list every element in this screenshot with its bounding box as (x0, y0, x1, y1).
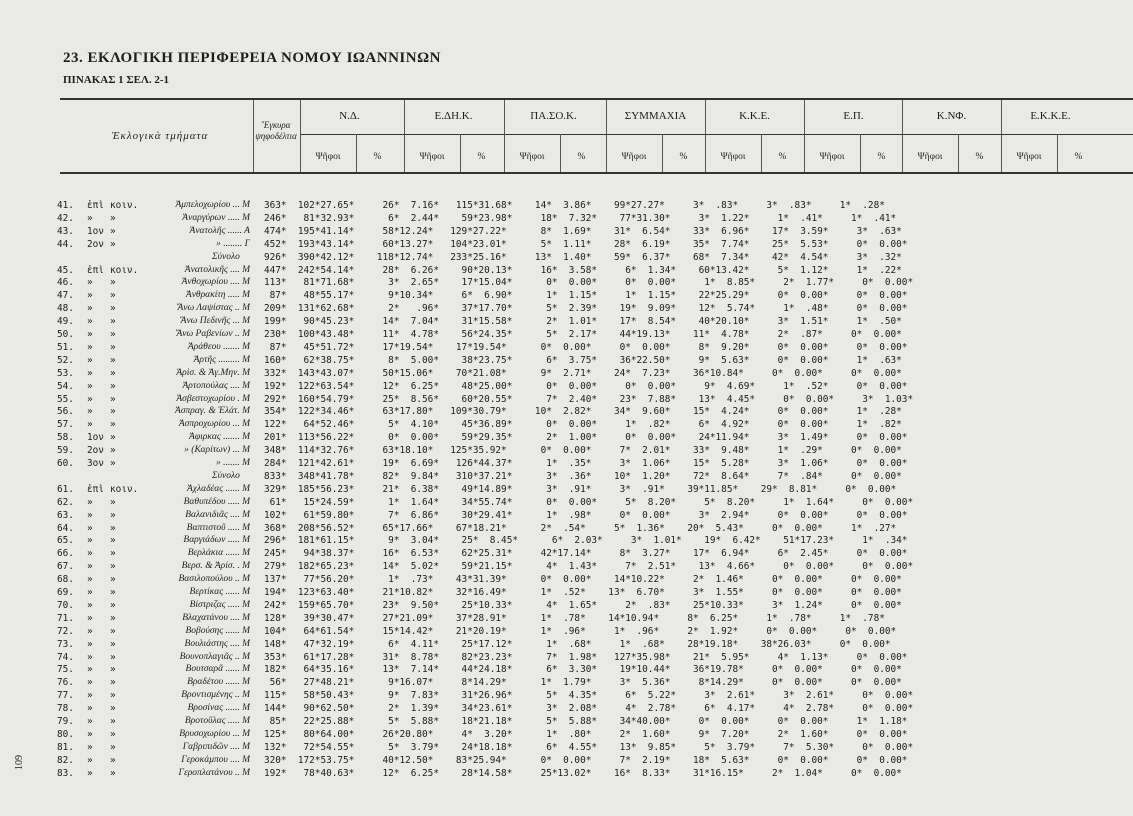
row-kind: » (110, 458, 116, 469)
section-name: Βουλιάστης .... Μ (184, 638, 250, 649)
row-type: » (87, 341, 93, 353)
row-type: » (87, 406, 93, 418)
table-row (0, 303, 1133, 314)
table-row (0, 690, 1133, 701)
table-row (0, 716, 1133, 727)
row-type: » (87, 754, 93, 766)
row-kind: » (110, 664, 116, 676)
section-name: Βραδέτου ...... Μ (187, 677, 250, 688)
row-values: 194* 123*63.40* 21*10.82* 32*16.49* 1* .52* 13* 6.70* 3* 1.55* 0* 0.00* 0* 0.00* (264, 587, 902, 598)
table-row (0, 768, 1133, 779)
section-name: Ἄνω Λαψίστας .. Μ (177, 303, 250, 314)
total-row (0, 252, 1133, 263)
row-kind: κοιν. (110, 264, 139, 276)
pct-subheader: % (373, 152, 382, 162)
row-kind: » (110, 354, 116, 366)
row-kind: » (110, 509, 116, 521)
row-kind: » (110, 290, 116, 302)
section-name: Βερσ. & Ἀρίσ. . Μ (181, 561, 250, 572)
row-type: » (87, 496, 93, 508)
table-row (0, 355, 1133, 366)
section-name: Ἀναργύρων ..... Μ (182, 212, 250, 223)
row-type: » (87, 728, 93, 740)
row-values: 144* 90*62.50* 2* 1.39* 34*23.61* 3* 2.08* 4* 2.78* 6* 4.17* 4* 2.78* 0* 0.00* (264, 703, 914, 715)
row-values: 292* 160*54.79* 25* 8.56* 60*20.55* 7* 2.40* 23* 7.88* 13* 4.45* 0* 0.00* 3* 1.03* (264, 393, 914, 405)
row-number: 58. (57, 432, 74, 444)
row-values: 354* 122*34.46* 63*17.80* 109*30.79* 10* 2.82* 34* 9.60* 15* 4.24* 0* 0.00* 1* .28* (264, 406, 902, 418)
row-number: 70. (57, 599, 74, 611)
row-values: 447* 242*54.14* 28* 6.26* 90*20.13* 16* 3.58* 6* 1.34* 60*13.42* 5* 1.12* 1* .22* (264, 264, 902, 276)
table-row (0, 639, 1133, 650)
row-values: 833* 348*41.78* 82* 9.84* 310*37.21* 3* .36* 10* 1.20* 72* 8.64* 7* .84* 0* 0.00* (264, 470, 902, 482)
row-type: » (87, 522, 93, 534)
row-kind: » (110, 548, 116, 560)
table-row (0, 316, 1133, 327)
table-row (0, 432, 1133, 443)
section-name: Ἀνθρακίτη ..... Μ (185, 290, 250, 301)
pct-subheader: % (778, 152, 787, 162)
row-values: 192* 122*63.54* 12* 6.25* 48*25.00* 0* 0.00* 0* 0.00* 9* 4.69* 1* .52* 0* 0.00* (264, 380, 908, 392)
row-values: 284* 121*42.61* 19* 6.69* 126*44.37* 1* .35* 3* 1.06* 15* 5.28* 3* 1.06* 0* 0.00* (264, 458, 908, 469)
section-name: Ἀρτοπούλας .... Μ (182, 380, 250, 391)
section-name: Ἀχλαδέας ...... Μ (187, 483, 250, 494)
header-top-rule (60, 98, 1133, 100)
section-name: Γεροπλατάνου .. Μ (178, 767, 250, 778)
row-type: ἐπὶ (87, 264, 104, 276)
row-values: 102* 61*59.80* 7* 6.86* 30*29.41* 1* .98* 0* 0.00* 3* 2.94* 0* 0.00* 0* 0.00* (264, 509, 908, 521)
table-row (0, 226, 1133, 237)
row-values: 296* 181*61.15* 9* 3.04* 25* 8.45* 6* 2.03* 3* 1.01* 19* 6.42* 51*17.23* 1* .34* (264, 535, 908, 547)
row-values: 926* 390*42.12* 118*12.74* 233*25.16* 13* 1.40* 59* 6.37* 68* 7.34* 42* 4.54* 3* .32* (264, 251, 902, 263)
row-type: 3ον (87, 458, 104, 469)
row-number: 46. (57, 277, 74, 289)
section-name: Ἀράθεου ....... Μ (187, 341, 250, 352)
row-number: 53. (57, 367, 74, 379)
votes-subheader: Ψῆφοι (720, 152, 746, 162)
row-kind: » (110, 767, 116, 779)
row-type: ἐπὶ (87, 200, 104, 211)
row-type: » (87, 290, 93, 302)
row-kind: » (110, 445, 116, 457)
section-name: » ....... Μ (215, 458, 250, 468)
row-values: 199* 90*45.23* 14* 7.04* 31*15.58* 2* 1.01* 17* 8.54* 40*20.10* 3* 1.51* 1* .50* (264, 316, 902, 328)
table-row (0, 548, 1133, 559)
section-name: Ἀμπελοχωρίου ... Μ (175, 200, 250, 210)
row-number: 81. (57, 741, 74, 753)
row-number: 42. (57, 212, 74, 224)
row-number: 79. (57, 716, 74, 727)
pct-subheader: % (1074, 152, 1083, 162)
section-name: Ἄνω Ραβενίων .. Μ (176, 329, 250, 339)
section-name: Ἄνω Πεδινῆς ... Μ (180, 316, 250, 327)
row-kind: » (110, 393, 116, 405)
row-kind: » (110, 212, 116, 224)
votes-subheader: Ψῆφοι (621, 152, 647, 162)
table-row (0, 394, 1133, 405)
row-type: » (87, 690, 93, 702)
row-values: 192* 78*40.63* 12* 6.25* 28*14.58* 25*13.02* 16* 8.33* 31*16.15* 2* 1.04* 0* 0.00* (264, 767, 902, 779)
row-number: 49. (57, 316, 74, 328)
row-type: » (87, 703, 93, 715)
party-header: Κ.ΝΦ. (936, 110, 967, 122)
header-bottom-rule (60, 172, 1133, 174)
row-values: 113* 81*71.68* 3* 2.65* 17*15.04* 0* 0.00* 0* 0.00* 1* 8.85* 2* 1.77* 0* 0.00* (264, 277, 914, 289)
row-kind: κοιν. (110, 200, 139, 211)
row-number: 77. (57, 690, 74, 702)
row-number: 75. (57, 664, 74, 676)
table-row (0, 368, 1133, 379)
section-name: Βλαχατάνου .... Μ (182, 612, 250, 623)
party-header: Κ.Κ.Ε. (739, 110, 770, 122)
row-values: 56* 27*48.21* 9*16.07* 8*14.29* 1* 1.79* 3* 5.36* 8*14.29* 0* 0.00* 0* 0.00* (264, 677, 902, 689)
section-name: Γαβριπιδῶν .... Μ (182, 741, 250, 752)
section-name: Ἀρὶσ. & Ἀγ.Μην. Μ (176, 367, 250, 378)
row-type: » (87, 212, 93, 224)
row-number: 64. (57, 522, 74, 534)
row-number: 50. (57, 329, 74, 340)
section-name: Ἀνθοχωρίου .... Μ (181, 277, 250, 288)
row-number: 44. (57, 238, 74, 250)
row-number: 47. (57, 290, 74, 302)
row-values: 353* 61*17.28* 31* 8.78* 82*23.23* 7* 1.98* 127*35.98* 21* 5.95* 4* 1.13* 0* 0.00* (264, 651, 908, 663)
section-name: Βίστριζας ..... Μ (189, 599, 250, 610)
row-kind: » (110, 419, 116, 431)
row-type: » (87, 329, 93, 340)
section-name: Ἀσπροχωρίου ... Μ (178, 419, 250, 430)
table-row (0, 755, 1133, 766)
row-kind: » (110, 225, 116, 237)
row-kind: » (110, 303, 116, 315)
row-kind: » (110, 238, 116, 250)
section-name: Βαργιάδων ..... Μ (183, 535, 250, 546)
row-values: 363* 102*27.65* 26* 7.16* 115*31.68* 14* 3.86* 99*27.27* 3* .83* 3* .83* 1* .28* (264, 200, 885, 211)
table-row (0, 574, 1133, 585)
row-values: 245* 94*38.37* 16* 6.53* 62*25.31* 42*17.14* 8* 3.27* 17* 6.94* 6* 2.45* 0* 0.00* (264, 548, 908, 560)
party-header: ΣΥΜΜΑΧΙΑ (624, 110, 687, 122)
pct-subheader: % (679, 152, 688, 162)
table-row (0, 729, 1133, 740)
row-values: 348* 114*32.76* 63*18.10* 125*35.92* 0* 0.00* 7* 2.01* 33* 9.48* 1* .29* 0* 0.00* (264, 445, 902, 457)
section-name: Βαθυπέδου ..... Μ (183, 496, 250, 507)
row-values: 332* 143*43.07* 50*15.06* 70*21.08* 9* 2.71* 24* 7.23* 36*10.84* 0* 0.00* 0* 0.00* (264, 367, 902, 379)
row-number: 71. (57, 612, 74, 624)
section-name: Βροντισμένης .. Μ (181, 690, 250, 701)
row-kind: » (110, 754, 116, 766)
row-values: 160* 62*38.75* 8* 5.00* 38*23.75* 6* 3.75* 36*22.50* 9* 5.63* 0* 0.00* 1* .63* (264, 354, 902, 366)
row-kind: » (110, 625, 116, 637)
party-header-rule (300, 134, 1133, 135)
row-kind: » (110, 612, 116, 624)
row-number: 43. (57, 225, 74, 237)
row-type: » (87, 303, 93, 315)
row-kind: » (110, 329, 116, 340)
row-number: 68. (57, 574, 74, 586)
row-kind: » (110, 587, 116, 598)
row-values: 209* 131*62.68* 2* .96* 37*17.70* 5* 2.39* 19* 9.09* 12* 5.74* 1* .48* 0* 0.00* (264, 303, 908, 315)
table-row (0, 523, 1133, 534)
row-type: » (87, 548, 93, 560)
row-values: 368* 208*56.52* 65*17.66* 67*18.21* 2* .54* 5* 1.36* 20* 5.43* 0* 0.00* 1* .27* (264, 522, 897, 534)
table-row (0, 445, 1133, 456)
row-kind: » (110, 599, 116, 611)
row-kind: κοιν. (110, 483, 139, 495)
table-row (0, 535, 1133, 546)
section-name: Βαπτιστοῦ ..... Μ (186, 522, 250, 533)
section-name: Βροτοῦλας ..... Μ (184, 716, 250, 726)
row-kind: » (110, 367, 116, 379)
row-type: 2ον (87, 238, 104, 250)
table-row (0, 406, 1133, 417)
party-header: ΠΑ.ΣΟ.Κ. (530, 110, 577, 122)
section-name: Βασιλοπούλου .. Μ (178, 574, 250, 585)
section-name: » ........ Γ (216, 238, 250, 249)
section-name: Ἀσβεστοχωρίου . Μ (176, 393, 250, 404)
party-header: Ν.Δ. (339, 110, 360, 122)
row-type: » (87, 277, 93, 289)
header-sections: Ἐκλογικὰ τμήματα (111, 130, 209, 142)
table-row (0, 497, 1133, 508)
table-row (0, 664, 1133, 675)
row-kind: » (110, 703, 116, 715)
table-row (0, 561, 1133, 572)
row-number: 78. (57, 703, 74, 715)
row-number: 48. (57, 303, 74, 315)
votes-subheader: Ψῆφοι (315, 152, 341, 162)
row-type: » (87, 380, 93, 392)
row-values: 87* 45*51.72* 17*19.54* 17*19.54* 0* 0.00* 0* 0.00* 8* 9.20* 0* 0.00* 0* 0.00* (264, 341, 908, 353)
row-type: 1ον (87, 432, 104, 444)
row-type: » (87, 651, 93, 663)
row-kind: » (110, 316, 116, 328)
row-type: » (87, 638, 93, 650)
page-title: 23. ΕΚΛΟΓΙΚΗ ΠΕΡΙΦΕΡΕΙΑ ΝΟΜΟΥ ΙΩΑΝΝΙΝΩΝ (63, 50, 441, 66)
row-kind: » (110, 522, 116, 534)
table-row (0, 613, 1133, 624)
row-number: 56. (57, 406, 74, 418)
row-type: » (87, 741, 93, 753)
row-values: 87* 48*55.17* 9*10.34* 6* 6.90* 1* 1.15* 1* 1.15* 22*25.29* 0* 0.00* 0* 0.00* (264, 290, 908, 302)
row-values: 122* 64*52.46* 5* 4.10* 45*36.89* 0* 0.00* 1* .82* 6* 4.92* 0* 0.00* 1* .82* (264, 419, 902, 431)
row-kind: » (110, 561, 116, 573)
row-type: » (87, 316, 93, 328)
section-name: Βουνοπλαγιᾶς .. Μ (179, 651, 250, 662)
row-type: » (87, 561, 93, 573)
pct-subheader: % (877, 152, 886, 162)
row-kind: » (110, 380, 116, 392)
row-kind: » (110, 574, 116, 586)
row-number: 52. (57, 354, 74, 366)
row-type: ἐπὶ (87, 483, 104, 495)
row-number: 59. (57, 445, 74, 457)
row-values: 61* 15*24.59* 1* 1.64* 34*55.74* 0* 0.00* 5* 8.20* 5* 8.20* 1* 1.64* 0* 0.00* (264, 496, 914, 508)
table-row (0, 381, 1133, 392)
row-number: 66. (57, 548, 74, 560)
row-kind: » (110, 716, 116, 727)
row-number: 54. (57, 380, 74, 392)
row-number: 74. (57, 651, 74, 663)
section-name: Βερτίκας ...... Μ (189, 587, 250, 597)
table-row (0, 458, 1133, 469)
section-name: Βροσίνας ...... Μ (187, 703, 250, 714)
row-kind: » (110, 406, 116, 418)
row-values: 320* 172*53.75* 40*12.50* 83*25.94* 0* 0.00* 7* 2.19* 18* 5.63* 0* 0.00* 0* 0.00* (264, 754, 908, 766)
row-kind: » (110, 690, 116, 702)
row-number: 55. (57, 393, 74, 405)
row-kind: » (110, 432, 116, 444)
row-kind: » (110, 341, 116, 353)
section-name: Βοβούσης ...... Μ (185, 625, 250, 636)
votes-subheader: Ψῆφοι (419, 152, 445, 162)
party-header: Ε.Π. (843, 110, 864, 122)
row-number: 51. (57, 341, 74, 353)
row-values: 125* 80*64.00* 26*20.80* 4* 3.20* 1* .80* 2* 1.60* 9* 7.20* 2* 1.60* 0* 0.00* (264, 728, 908, 740)
row-type: 1ον (87, 225, 104, 237)
row-kind: » (110, 651, 116, 663)
row-type: » (87, 599, 93, 611)
header-valid-ballots: Ἔγκυρα ψηφοδέλτια (255, 120, 297, 141)
row-type: » (87, 393, 93, 405)
row-kind: » (110, 535, 116, 547)
row-type: » (87, 767, 93, 779)
table-row (0, 652, 1133, 663)
row-type: » (87, 574, 93, 586)
row-values: 85* 22*25.88* 5* 5.88* 18*21.18* 5* 5.88* 34*40.00* 0* 0.00* 0* 0.00* 1* 1.18* (264, 716, 908, 727)
row-type: » (87, 612, 93, 624)
total-label: Σύνολο (212, 470, 240, 481)
row-number: 73. (57, 638, 74, 650)
section-name: Βουτσαρᾶ ...... Μ (185, 664, 250, 675)
party-header: Ε.Κ.Κ.Ε. (1030, 110, 1071, 122)
row-type: » (87, 419, 93, 431)
row-values: 201* 113*56.22* 0* 0.00* 59*29.35* 2* 1.00* 0* 0.00* 24*11.94* 3* 1.49* 0* 0.00* (264, 432, 908, 444)
table-row (0, 677, 1133, 688)
row-type: » (87, 625, 93, 637)
votes-subheader: Ψῆφοι (1016, 152, 1042, 162)
section-name: Ἀνατολῆς ...... Α (189, 225, 250, 236)
row-number: 76. (57, 677, 74, 689)
pct-subheader: % (975, 152, 984, 162)
table-row (0, 342, 1133, 353)
row-type: » (87, 587, 93, 598)
row-values: 329* 185*56.23* 21* 6.38* 49*14.89* 3* .91* 3* .91* 39*11.85* 29* 8.81* 0* 0.00* (264, 483, 897, 495)
row-number: 83. (57, 767, 74, 779)
row-type: » (87, 677, 93, 689)
page-number: 109 (14, 755, 25, 770)
row-values: 242* 159*65.70* 23* 9.50* 25*10.33* 4* 1.65* 2* .83* 25*10.33* 3* 1.24* 0* 0.00* (264, 599, 902, 611)
section-name: Ἀσπραγ. & Ἐλάτ. Μ (175, 406, 250, 417)
row-number: 62. (57, 496, 74, 508)
section-name: Γεροκάμπου .... Μ (181, 754, 250, 765)
row-number: 57. (57, 419, 74, 431)
total-row (0, 471, 1133, 482)
row-values: 182* 64*35.16* 13* 7.14* 44*24.18* 6* 3.30* 19*10.44* 36*19.78* 0* 0.00* 0* 0.00* (264, 664, 902, 676)
row-type: » (87, 367, 93, 379)
row-number: 65. (57, 535, 74, 547)
pct-subheader: % (577, 152, 586, 162)
section-name: Βερλάκια ...... Μ (187, 548, 250, 559)
table-row (0, 329, 1133, 340)
row-number: 41. (57, 200, 74, 211)
table-row (0, 742, 1133, 753)
row-kind: » (110, 728, 116, 740)
row-kind: » (110, 277, 116, 289)
section-name: Ἀνατολικῆς .... Μ (184, 264, 250, 275)
row-values: 246* 81*32.93* 6* 2.44* 59*23.98* 18* 7.32* 77*31.30* 3* 1.22* 1* .41* 1* .41* (264, 212, 897, 224)
row-type: 2ον (87, 445, 104, 457)
row-number: 80. (57, 728, 74, 740)
table-row (0, 626, 1133, 637)
row-values: 279* 182*65.23* 14* 5.02* 59*21.15* 4* 1.43* 7* 2.51* 13* 4.66* 0* 0.00* 0* 0.00* (264, 561, 914, 573)
row-number: 63. (57, 509, 74, 521)
row-values: 474* 195*41.14* 58*12.24* 129*27.22* 8* 1.69* 31* 6.54* 33* 6.96* 17* 3.59* 3* .63* (264, 225, 902, 237)
section-name: » (Καρίτων) ... Μ (184, 445, 250, 456)
row-values: 148* 47*32.19* 6* 4.11* 25*17.12* 1* .68* 1* .68* 28*19.18* 38*26.03* 0* 0.00* (264, 638, 891, 650)
section-name: Βαλανιδιᾶς .... Μ (185, 509, 250, 520)
table-row (0, 587, 1133, 598)
row-number: 67. (57, 561, 74, 573)
row-number: 72. (57, 625, 74, 637)
row-type: » (87, 664, 93, 676)
row-values: 132* 72*54.55* 5* 3.79* 24*18.18* 6* 4.55* 13* 9.85* 5* 3.79* 7* 5.30* 0* 0.00* (264, 741, 914, 753)
row-type: » (87, 354, 93, 366)
pct-subheader: % (477, 152, 486, 162)
row-values: 452* 193*43.14* 60*13.27* 104*23.01* 5* 1.11* 28* 6.19* 35* 7.74* 25* 5.53* 0* 0.00* (264, 238, 908, 250)
table-row (0, 277, 1133, 288)
table-row (0, 239, 1133, 250)
section-name: Βρυσοχωρίου ... Μ (179, 728, 250, 739)
table-row (0, 213, 1133, 224)
row-kind: » (110, 741, 116, 753)
row-number: 45. (57, 264, 74, 276)
votes-subheader: Ψῆφοι (819, 152, 845, 162)
table-row (0, 600, 1133, 611)
party-header: Ε.ΔΗ.Κ. (434, 110, 473, 122)
row-values: 115* 58*50.43* 9* 7.83* 31*26.96* 5* 4.35* 6* 5.22* 3* 2.61* 3* 2.61* 0* 0.00* (264, 690, 914, 702)
table-row (0, 265, 1133, 276)
row-number: 61. (57, 483, 74, 495)
section-name: Ἀφιρκας ....... Μ (189, 432, 250, 443)
row-values: 104* 64*61.54* 15*14.42* 21*20.19* 1* .96* 1* .96* 2* 1.92* 0* 0.00* 0* 0.00* (264, 625, 897, 637)
page-subtitle: ΠΙΝΑΚΑΣ 1 ΣΕΛ. 2-1 (63, 74, 169, 86)
total-label: Σύνολο (212, 251, 240, 262)
row-number: 60. (57, 458, 74, 469)
table-row (0, 200, 1133, 211)
row-values: 230* 100*43.48* 11* 4.78* 56*24.35* 5* 2.17* 44*19.13* 11* 4.78* 2* .87* 0* 0.00* (264, 329, 902, 340)
table-row (0, 290, 1133, 301)
row-kind: » (110, 638, 116, 650)
votes-subheader: Ψῆφοι (519, 152, 545, 162)
table-row (0, 703, 1133, 714)
row-number: 69. (57, 587, 74, 598)
section-name: Ἀρτῆς ......... Μ (193, 354, 250, 365)
table-row (0, 484, 1133, 495)
row-kind: » (110, 677, 116, 689)
votes-subheader: Ψῆφοι (917, 152, 943, 162)
row-values: 137* 77*56.20* 1* .73* 43*31.39* 0* 0.00* 14*10.22* 2* 1.46* 0* 0.00* 0* 0.00* (264, 574, 902, 586)
row-type: » (87, 509, 93, 521)
table-row (0, 510, 1133, 521)
table-row (0, 419, 1133, 430)
row-number: 82. (57, 754, 74, 766)
row-kind: » (110, 496, 116, 508)
row-values: 128* 39*30.47* 27*21.09* 37*28.91* 1* .78* 14*10.94* 8* 6.25* 1* .78* 1* .78* (264, 612, 885, 624)
row-type: » (87, 535, 93, 547)
row-type: » (87, 716, 93, 727)
